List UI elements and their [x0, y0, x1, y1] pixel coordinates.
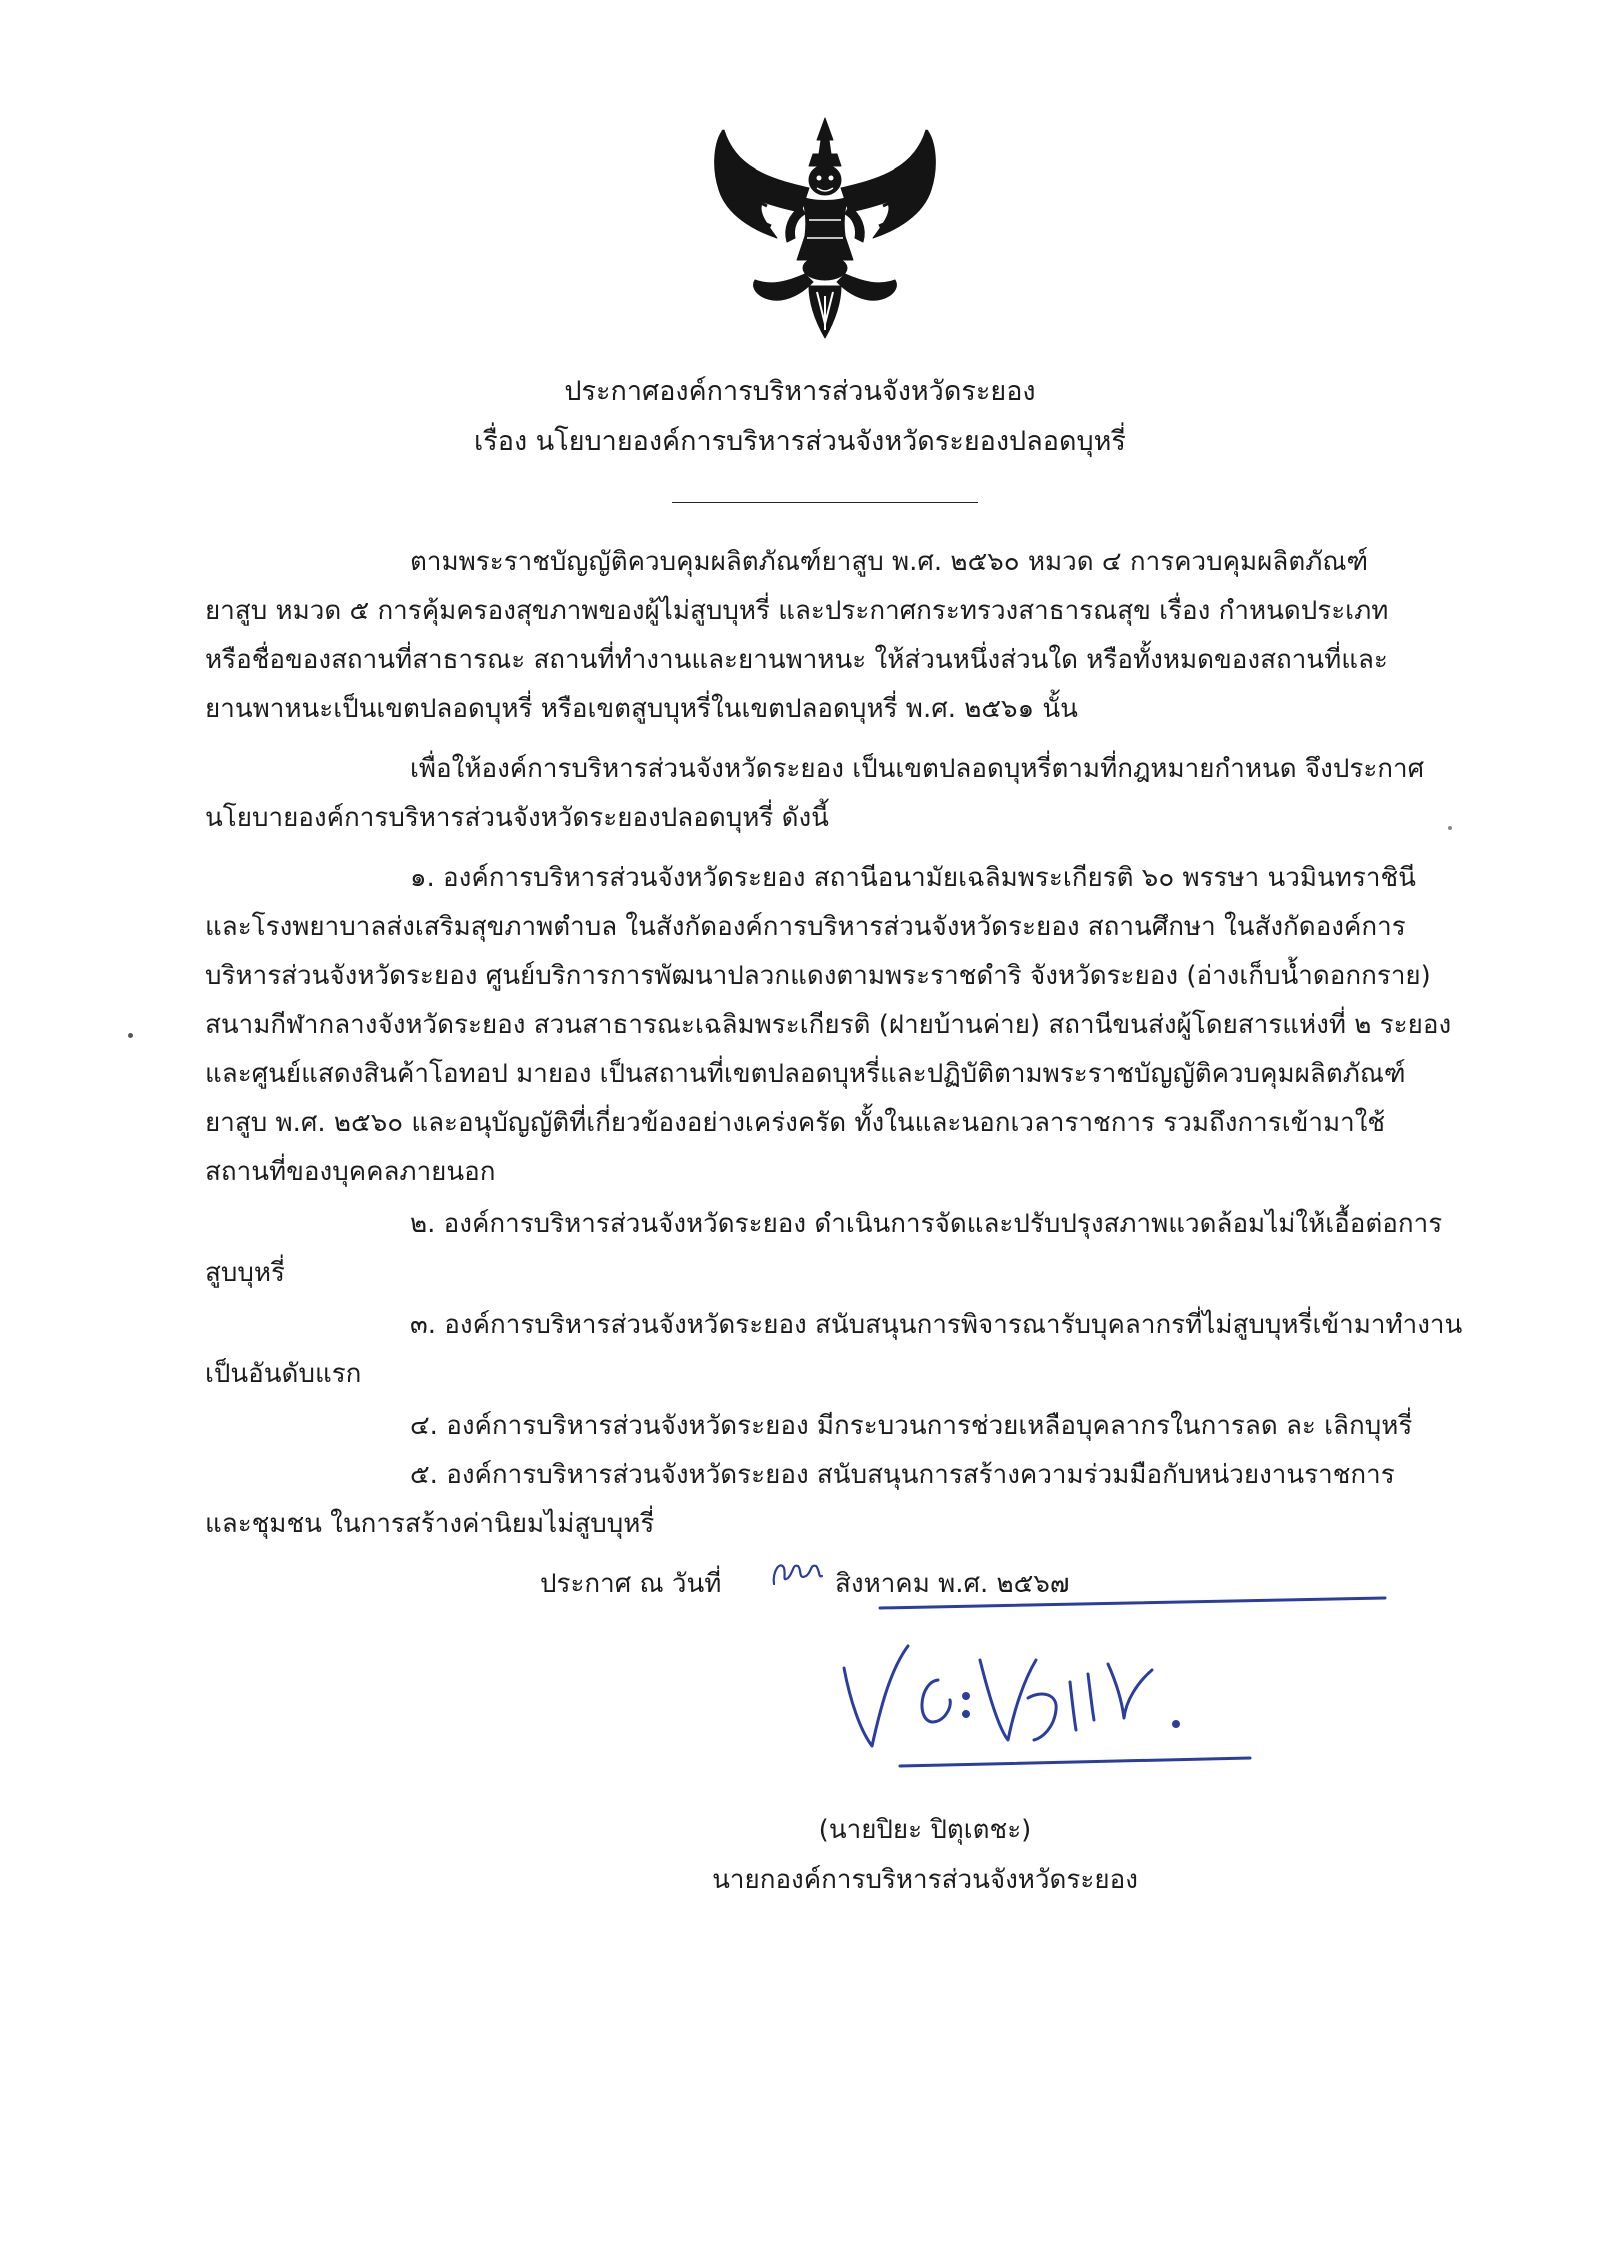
body-line: นโยบายองค์การบริหารส่วนจังหวัดระยองปลอดบุหรี่ ดังนี้ [205, 803, 829, 833]
signature [820, 1590, 1400, 1800]
date-prefix: ประกาศ ณ วันที่ [540, 1569, 722, 1599]
announcement-subject: เรื่อง นโยบายองค์การบริหารส่วนจังหวัดระยองปลอดบุหรี่ [474, 426, 1126, 457]
title-divider [672, 502, 978, 503]
announcement-heading: ประกาศองค์การบริหารส่วนจังหวัดระยอง [564, 376, 1036, 407]
scan-speck [128, 1033, 133, 1038]
body-line: สนามกีฬากลางจังหวัดระยอง สวนสาธารณะเฉลิมพระเกียรติ (ฝายบ้านค่าย) สถานีขนส่งผู้โดยสารแห่งที่ ๒ ระยอง [205, 1010, 1452, 1040]
date-suffix: สิงหาคม พ.ศ. ๒๕๖๗ [835, 1569, 1070, 1599]
scan-speck [1448, 826, 1452, 830]
policy-item-1: ๑. องค์การบริหารส่วนจังหวัดระยอง สถานีอนามัยเฉลิมพระเกียรติ ๖๐ พรรษา นวมินทราชินี [410, 863, 1416, 893]
body-line: บริหารส่วนจังหวัดระยอง ศูนย์บริการการพัฒนาปลวกแดงตามพระราชดำริ จังหวัดระยอง (อ่างเก็บน้ำดอกกราย) [205, 961, 1431, 991]
signer-position: นายกองค์การบริหารส่วนจังหวัดระยอง [712, 1865, 1138, 1895]
body-line: หรือชื่อของสถานที่สาธารณะ สถานที่ทำงานและยานพาหนะ ให้ส่วนหนึ่งส่วนใด หรือทั้งหมดของสถานที่และ [205, 645, 1388, 675]
body-line: ยาสูบ หมวด ๕ การคุ้มครองสุขภาพของผู้ไม่สูบบุหรี่ และประกาศกระทรวงสาธารณสุข เรื่อง กำหนดประเภท [205, 596, 1389, 626]
body-line: สถานที่ของบุคคลภายนอก [205, 1157, 496, 1187]
policy-item-4: ๔. องค์การบริหารส่วนจังหวัดระยอง มีกระบวนการช่วยเหลือบุคลากรในการลด ละ เลิกบุหรี่ [410, 1411, 1413, 1441]
body-line: และโรงพยาบาลส่งเสริมสุขภาพตำบล ในสังกัดองค์การบริหารส่วนจังหวัดระยอง สถานศึกษา ในสังกัดองค์การ [205, 912, 1406, 942]
body-line: ยานพาหนะเป็นเขตปลอดบุหรี่ หรือเขตสูบบุหรี่ในเขตปลอดบุหรี่ พ.ศ. ๒๕๖๑ นั้น [205, 694, 1078, 724]
body-line: สูบบุหรี่ [205, 1258, 285, 1288]
body-line: ตามพระราชบัญญัติควบคุมผลิตภัณฑ์ยาสูบ พ.ศ. ๒๕๖๐ หมวด ๔ การควบคุมผลิตภัณฑ์ [410, 547, 1369, 577]
policy-item-5: ๕. องค์การบริหารส่วนจังหวัดระยอง สนับสนุนการสร้างความร่วมมือกับหน่วยงานราชการ [410, 1460, 1395, 1490]
policy-item-3: ๓. องค์การบริหารส่วนจังหวัดระยอง สนับสนุนการพิจารณารับบุคลากรที่ไม่สูบบุหรี่เข้ามาทำงาน [410, 1310, 1463, 1340]
garuda-emblem-icon [705, 110, 945, 345]
body-line: และศูนย์แสดงสินค้าโอทอป มายอง เป็นสถานที่เขตปลอดบุหรี่และปฏิบัติตามพระราชบัญญัติควบคุมผลิตภัณฑ์ [205, 1059, 1406, 1089]
handwritten-day-mark [768, 1546, 828, 1596]
body-line: ยาสูบ พ.ศ. ๒๕๖๐ และอนุบัญญัติที่เกี่ยวข้องอย่างเคร่งครัด ทั้งในและนอกเวลาราชการ รวมถึงการเข้ามาใช้ [205, 1108, 1386, 1138]
body-line: เพื่อให้องค์การบริหารส่วนจังหวัดระยอง เป็นเขตปลอดบุหรี่ตามที่กฎหมายกำหนด จึงประกาศ [410, 754, 1425, 784]
policy-item-2: ๒. องค์การบริหารส่วนจังหวัดระยอง ดำเนินการจัดและปรับปรุงสภาพแวดล้อมไม่ให้เอื้อต่อการ [410, 1209, 1443, 1239]
body-line: เป็นอันดับแรก [205, 1359, 362, 1389]
body-line: และชุมชน ในการสร้างค่านิยมไม่สูบบุหรี่ [205, 1509, 655, 1539]
signer-name: (นายปิยะ ปิตุเตชะ) [818, 1815, 1032, 1845]
